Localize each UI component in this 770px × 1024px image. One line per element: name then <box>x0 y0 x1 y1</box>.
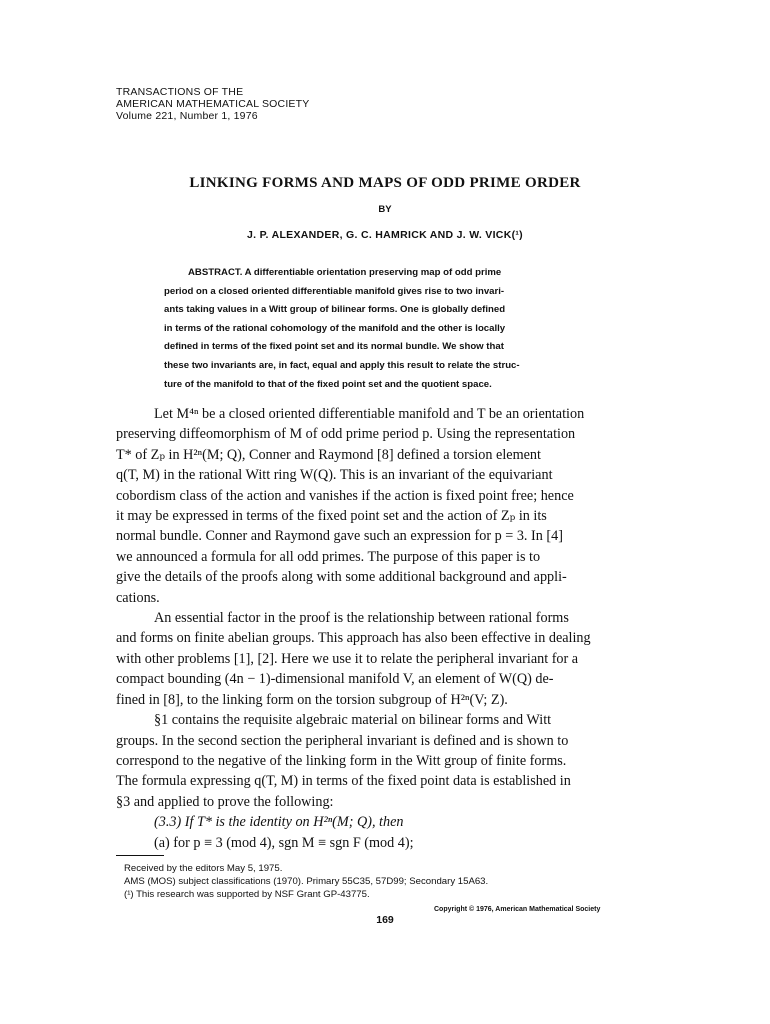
body-line: The formula expressing q(T, M) in terms of the fixed point data is established in <box>116 773 571 790</box>
body-line: with other problems [1], [2]. Here we use it to relate the peripheral invariant for a <box>116 650 579 667</box>
body-line: fined in [8], to the linking form on the torsion subgroup of H²ⁿ(V; Z). <box>116 691 508 708</box>
journal-name-line1: TRANSACTIONS OF THE <box>116 86 244 98</box>
body-line: normal bundle. Conner and Raymond gave such an expression for p = 3. In [4] <box>116 528 563 545</box>
footnotes <box>116 862 676 901</box>
abstract-line: ture of the manifold to that of the fixed point set and the quotient space. <box>164 378 492 390</box>
abstract-line: ants taking values in a Witt group of bilinear forms. One is globally defined <box>164 304 506 316</box>
abstract-line: ABSTRACT. A differentiable orientation preserving map of odd prime <box>188 267 502 278</box>
body-line: correspond to the negative of the linking form in the Witt group of finite forms. <box>116 752 567 769</box>
journal-header <box>116 86 309 122</box>
body-line: cobordism class of the action and vanishes if the action is fixed point free; hence <box>116 487 574 504</box>
body-line: §3 and applied to prove the following: <box>116 793 334 810</box>
body-line: groups. In the second section the peripheral invariant is defined and is shown to <box>116 732 569 749</box>
abstract-line: in terms of the rational cohomology of the manifold and the other is locally <box>164 322 506 334</box>
body-line: An essential factor in the proof is the relationship between rational forms <box>154 610 569 627</box>
theorem-part-a: (a) for p ≡ 3 (mod 4), sgn M ≡ sgn F (mod 4); <box>154 834 414 851</box>
body-line: cations. <box>116 589 160 606</box>
journal-name-line2: AMERICAN MATHEMATICAL SOCIETY <box>116 98 310 110</box>
abstract-line: period on a closed oriented differentiable manifold gives rise to two invari- <box>164 285 505 297</box>
body-line: it may be expressed in terms of the fixed point set and the action of Zₚ in its <box>116 508 547 525</box>
by-line: BY <box>378 204 392 215</box>
author-list: J. P. ALEXANDER, G. C. HAMRICK AND J. W. VICK(¹) <box>247 229 523 241</box>
subject-classification: AMS (MOS) subject classifications (1970). Primary 55C35, 57D99; Secondary 15A63. <box>124 876 489 887</box>
page-number: 169 <box>376 914 394 926</box>
grant-support: (¹) This research was supported by NSF Grant GP-43775. <box>124 889 370 900</box>
theorem-statement: (3.3) If T* is the identity on H²ⁿ(M; Q), then <box>154 814 404 831</box>
body-line: we announced a formula for all odd primes. The purpose of this paper is to <box>116 548 541 565</box>
abstract-line: defined in terms of the fixed point set and its normal bundle. We show that <box>164 341 504 353</box>
footnote-rule <box>116 855 164 856</box>
body-line: Let M⁴ⁿ be a closed oriented differentiable manifold and T be an orientation <box>154 406 585 422</box>
body-line: q(T, M) in the rational Witt ring W(Q). This is an invariant of the equivariant <box>116 467 553 484</box>
body-line: T* of Zₚ in H²ⁿ(M; Q), Conner and Raymond [8] defined a torsion element <box>116 446 541 463</box>
received-date: Received by the editors May 5, 1975. <box>124 863 283 874</box>
body-line: compact bounding (4n − 1)-dimensional manifold V, an element of W(Q) de- <box>116 671 554 688</box>
abstract <box>164 264 596 394</box>
body-line: §1 contains the requisite algebraic material on bilinear forms and Witt <box>154 712 552 729</box>
journal-volume: Volume 221, Number 1, 1976 <box>116 110 258 122</box>
body-line: preserving diffeomorphism of M of odd prime period p. Using the representation <box>116 426 576 443</box>
body-text <box>116 404 656 853</box>
copyright-notice: Copyright © 1976, American Mathematical Society <box>434 906 601 913</box>
paper-title: LINKING FORMS AND MAPS OF ODD PRIME ORDER <box>189 175 581 191</box>
abstract-line: these two invariants are, in fact, equal and apply this result to relate the struc- <box>164 359 520 371</box>
body-line: give the details of the proofs along with some additional background and appli- <box>116 569 567 586</box>
body-line: and forms on finite abelian groups. This approach has also been effective in dealing <box>116 630 591 647</box>
